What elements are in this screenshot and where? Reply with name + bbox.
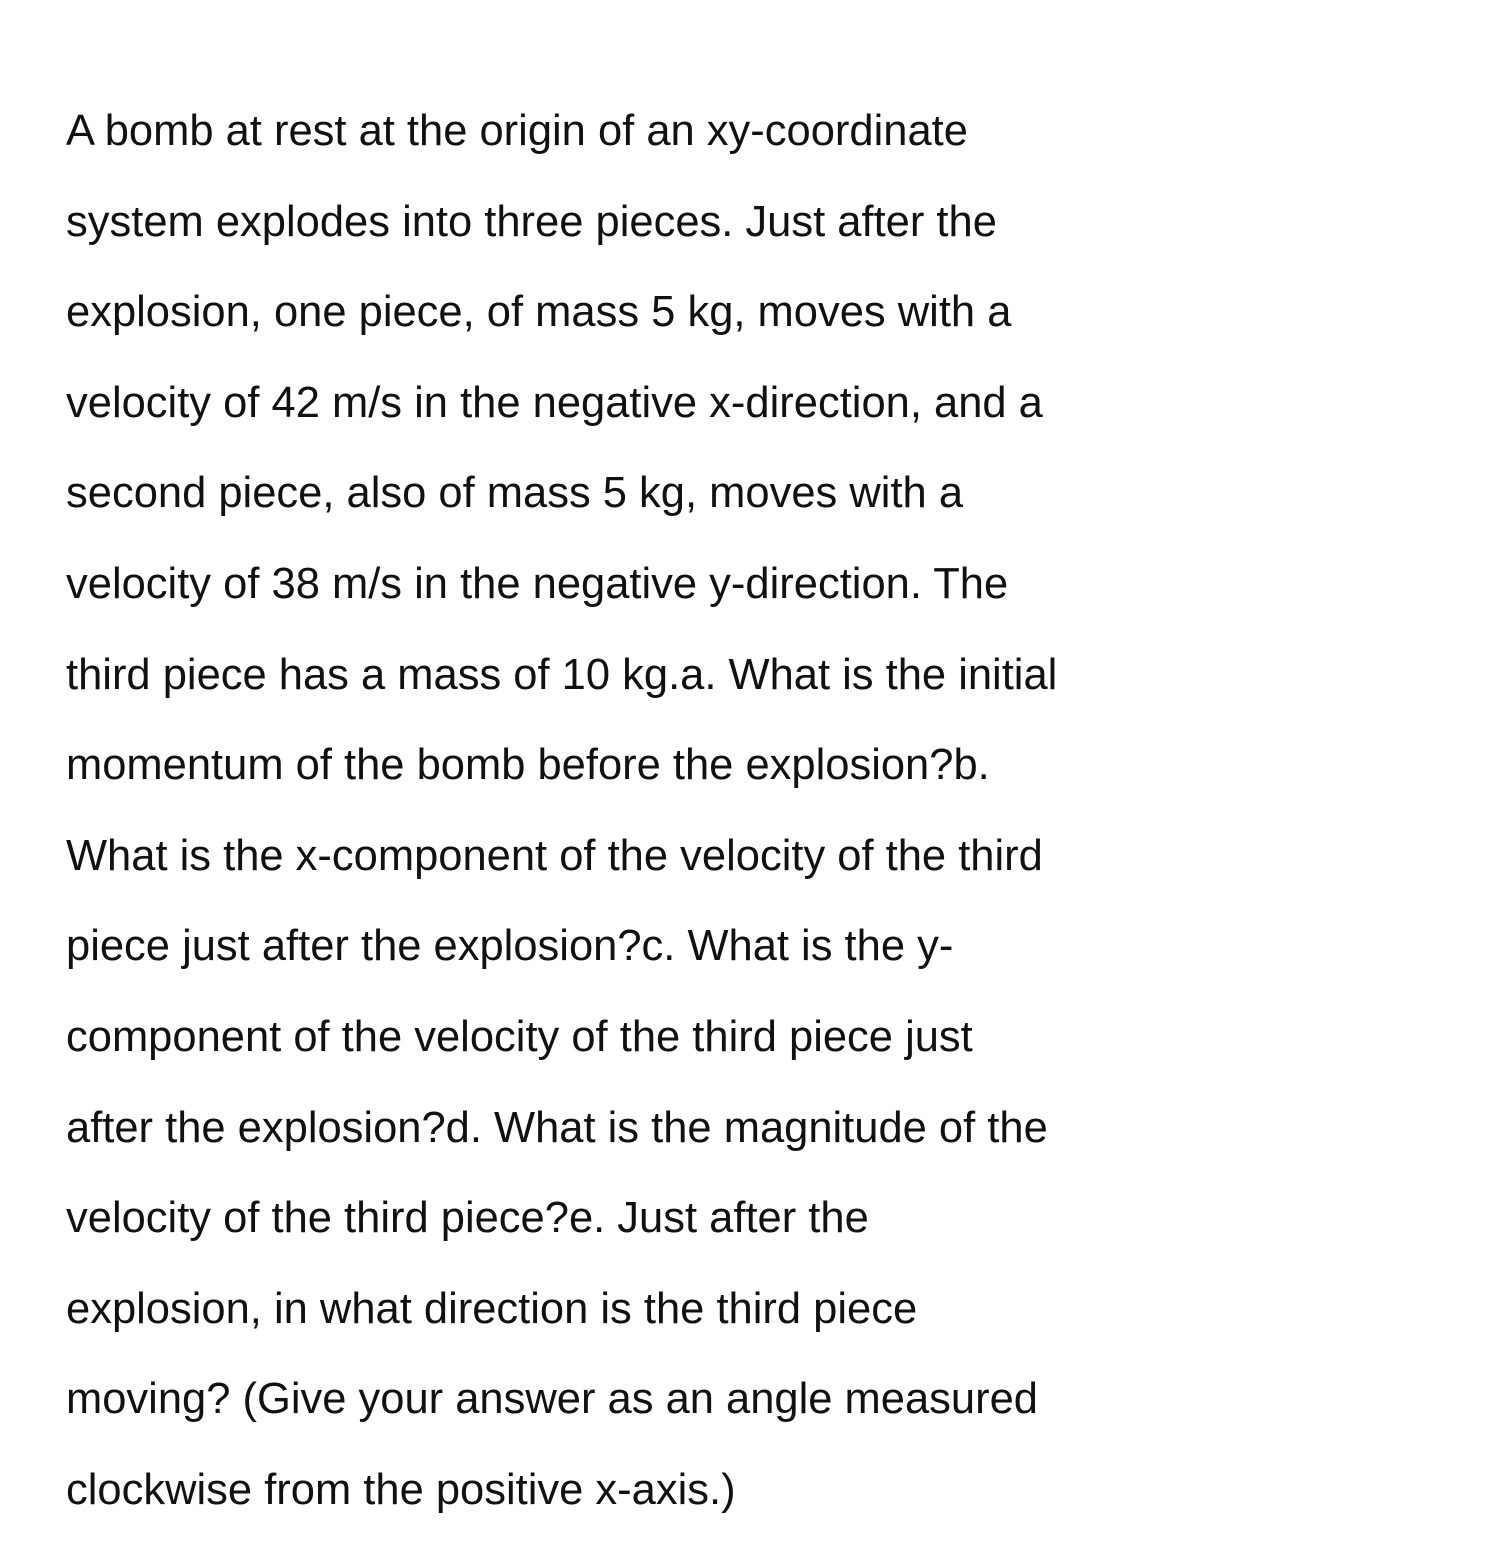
problem-line: system explodes into three pieces. Just after the xyxy=(66,197,997,246)
problem-line: after the explosion?d. What is the magnitude of the xyxy=(66,1103,1048,1152)
problem-line: velocity of the third piece?e. Just after the xyxy=(66,1194,869,1243)
problem-line: velocity of 42 m/s in the negative x-direction, and a xyxy=(66,378,1043,427)
problem-line: piece just after the explosion?c. What is the y- xyxy=(66,922,954,971)
problem-line: A bomb at rest at the origin of an xy-coordinate xyxy=(66,107,968,155)
problem-line: clockwise from the positive x-axis.) xyxy=(66,1465,736,1514)
problem-line: second piece, also of mass 5 kg, moves with a xyxy=(66,469,964,518)
problem-line: momentum of the bomb before the explosion?b. xyxy=(66,741,990,790)
problem-line: moving? (Give your answer as an angle measured xyxy=(66,1375,1038,1424)
problem-line: component of the velocity of the third piece just xyxy=(66,1012,973,1061)
problem-line: What is the x-component of the velocity of the third xyxy=(66,831,1043,880)
problem-text xyxy=(66,86,1057,1536)
problem-line: explosion, one piece, of mass 5 kg, moves with a xyxy=(66,288,1012,337)
problem-line: velocity of 38 m/s in the negative y-direction. The xyxy=(66,559,1009,608)
problem-line: third piece has a mass of 10 kg.a. What is the initial xyxy=(66,650,1058,699)
problem-line: explosion, in what direction is the third piece xyxy=(66,1284,918,1333)
